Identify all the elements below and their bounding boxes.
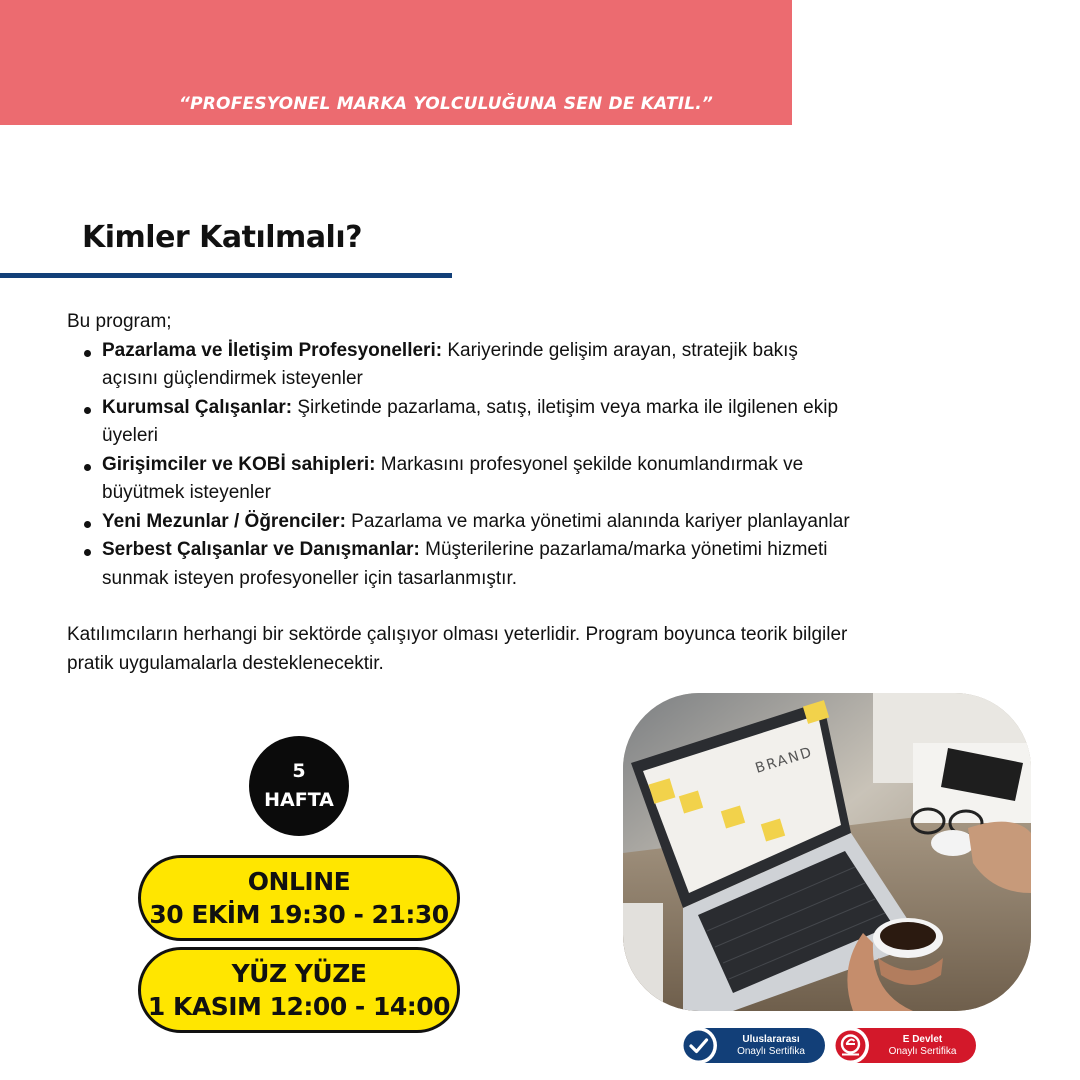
- online-session-date: 30 EKİM 19:30 - 21:30: [149, 900, 449, 929]
- international-certificate-text: [717, 1034, 825, 1058]
- online-session-label: ONLINE: [247, 867, 351, 896]
- face-to-face-session-pill: [138, 947, 460, 1033]
- list-item-title: Girişimciler ve KOBİ sahipleri:: [102, 453, 376, 475]
- list-item-title: Pazarlama ve İletişim Profesyonelleri:: [102, 339, 443, 361]
- list-item-title: Yeni Mezunlar / Öğrenciler:: [102, 510, 346, 532]
- duration-badge: [249, 736, 349, 836]
- section-title: Kimler Katılmalı?: [82, 220, 363, 255]
- laptop-illustration: [623, 693, 1031, 1011]
- edevlet-logo-icon: [832, 1027, 869, 1064]
- tagline: “PROFESYONEL MARKA YOLCULUĞUNA SEN DE KATIL.”: [178, 94, 714, 114]
- international-certificate-line2: Onaylı Sertifika: [737, 1045, 805, 1057]
- face-to-face-session-label: YÜZ YÜZE: [231, 959, 367, 988]
- list-item-title: Serbest Çalışanlar ve Danışmanlar:: [102, 539, 420, 560]
- intro-text: Bu program;: [67, 311, 172, 332]
- edevlet-certificate-badge: [833, 1028, 976, 1063]
- edevlet-certificate-line2: Onaylı Sertifika: [888, 1045, 957, 1057]
- check-icon: [680, 1027, 717, 1064]
- list-item-title: Kurumsal Çalışanlar:: [102, 396, 293, 418]
- title-underline: [0, 273, 452, 278]
- list-item-text: Kariyerinde gelişim arayan, stratejik bakış açısını güçlendirmek isteyenler: [102, 339, 798, 389]
- list-item: [82, 451, 857, 508]
- list-item-text: Şirketinde pazarlama, satış, iletişim veya marka ile ilgilenen ekip üyeleri: [102, 396, 839, 446]
- screen-brand-text: BRAND: [753, 744, 816, 777]
- international-certificate-line1: Uluslararası: [742, 1033, 800, 1045]
- duration-number: 5: [292, 760, 306, 782]
- laptop-brand-photo: [623, 693, 1031, 1011]
- duration-unit: HAFTA: [264, 789, 334, 811]
- edevlet-certificate-text: [869, 1034, 976, 1058]
- list-item-text: Markasını profesyonel şekilde konumlandırmak ve büyütmek isteyenler: [102, 453, 804, 503]
- list-item: [82, 508, 857, 537]
- international-certificate-badge: [681, 1028, 825, 1063]
- list-item: [82, 536, 857, 593]
- audience-description: [67, 308, 857, 678]
- audience-list: [82, 337, 857, 594]
- list-item: [82, 394, 857, 451]
- list-item: [82, 337, 857, 394]
- face-to-face-session-date: 1 KASIM 12:00 - 14:00: [147, 992, 451, 1021]
- list-item-text: Pazarlama ve marka yönetimi alanında kariyer planlayanlar: [345, 510, 850, 532]
- list-item-text: Müşterilerine pazarlama/marka yönetimi hizmeti sunmak isteyen profesyoneller için tasarlanmıştır.: [102, 539, 828, 589]
- edevlet-certificate-line1: E Devlet: [902, 1033, 943, 1045]
- outro-text: Katılımcıların herhangi bir sektörde çalışıyor olması yeterlidir. Program boyunca teorik bilgiler pratik uygulamalarla desteklenecektir.: [67, 624, 848, 674]
- online-session-pill: [138, 855, 460, 941]
